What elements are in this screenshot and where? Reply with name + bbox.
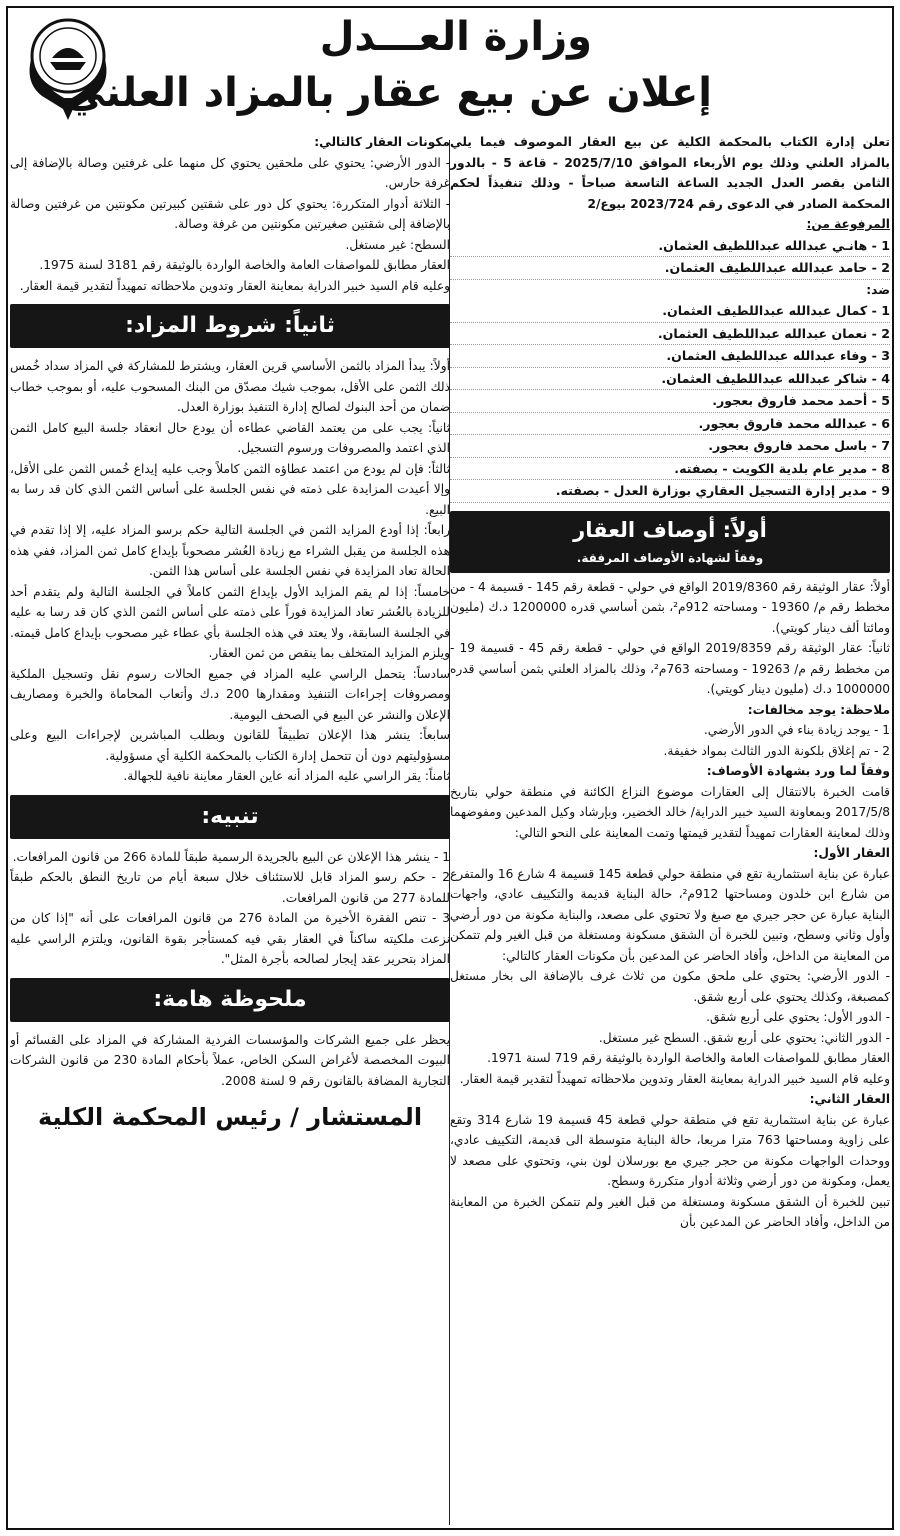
list-item: 6 - عبدالله محمد فاروق بعجور. (450, 413, 890, 436)
list-item: - الدور الثاني: يحتوي على أربع شقق. السطح غير مستغل. (598, 1030, 890, 1045)
announcement-title: إعلان عن بيع عقار بالمزاد العلني (65, 70, 712, 116)
defendants-label: ضد: (866, 282, 890, 297)
list-item: 1 - هانـي عبدالله عبداللطيف العثمان. (450, 235, 890, 258)
violations-label: ملاحظة: يوجد مخالفات: (747, 702, 890, 717)
list-item: 1 - يوجد زيادة بناء في الدور الأرضي. (703, 723, 890, 737)
property1-expert: وعليه قام السيد خبير الدراية بمعاينة العقار وتدوين ملاحظاته تمهيداً لتقدير قيمة العقار. (459, 1071, 890, 1086)
property1-components (450, 966, 890, 1048)
notice-item: 3 - تنص الفقرة الأخيرة من المادة 276 من قانون المرافعات على أنه "إذا كان من نزعت ملكيته ساكناً في العقار بقي فيه كمستأجر بقوة القانون، ويلتزم الراسي عليه المزاد بتحرير عقد إيجار لصالحه بأجرة المثل". (10, 911, 450, 966)
condition-item: سادساً: يتحمل الراسي عليه المزاد في جميع الحالات رسوم نقل وتسجيل الملكية ومصروفات إجراءات التنفيذ ومقدارها 200 د.ك وأتعاب المحاماة والخبرة ومصاريف الإعلان والنشر عن البيع في الصحف اليومية. (10, 666, 450, 722)
ministry-title: وزارة العـــدل (319, 14, 592, 60)
defendants-list (450, 300, 890, 503)
condition-item: خامساً: إذا لم يقم المزايد الأول بإيداع الثمن كاملاً في الجلسة التالية ولم يتقدم أحد للزيادة بالعُشر تعاد المزايدة فوراً على ذمته على أساس الثمن الذي كان قد رسا به عليه في الجلسة السابقة، ولا يعتد في هذه الجلسة بأي عطاء غير مصحوب بإيداع كامل قيمته. ويلزم المزايد المتخلف بما ينقص من ثمن العقار. (10, 584, 450, 660)
important-text: يحظر على جميع الشركات والمؤسسات الفردية المشاركة في المزاد على القسائم أو البيوت المخصصة لأغراض السكن الخاص، عملاً بأحكام المادة 230 من قانون الشركات التجارية المضافة بالقانون رقم 9 لسنة 2008. (10, 1032, 450, 1088)
components-item: السطح: غير مستغل. (345, 237, 450, 252)
list-item: 3 - وفاء عبدالله عبداللطيف العثمان. (450, 345, 890, 368)
important-banner (10, 978, 450, 1022)
list-item: 5 - أحمد محمد فاروق بعجور. (450, 390, 890, 413)
right-column (450, 132, 890, 1526)
condition-item: أولاً: يبدأ المزاد بالثمن الأساسي قرين العقار، ويشترط للمشاركة في المزاد سداد خُمس ذلك الثمن على الأقل، بموجب شيك مصدّق من البنك المسحوب عليه، أو بموجب خطاب ضمان من أحد البنوك لصالح إدارة التنفيذ بوزارة العدل. (10, 359, 450, 414)
notice-item: 1 - ينشر هذا الإعلان عن البيع بالجريدة الرسمية طبقاً للمادة 266 من قانون المرافعات. (12, 849, 450, 864)
components-item: - الثلاثة أدوار المتكررة: يحتوي كل دور على شقتين كبيرتين مكونتين من غرفتين وصالة بالإضافة إلى شقتين صغيرتين مكونتين من غرفة وصالة. (10, 196, 450, 231)
intro-paragraph: تعلن إدارة الكتاب بالمحكمة الكلية عن بيع العقار الموصوف فيما يلي بالمزاد العلني وذلك يوم الأربعاء الموافق 2025/7/10 - قاعة 5 - بالدور الثامن بقصر العدل الجديد الساعة التاسعة صباحاً - وذلك تنفيذاً لحكم المحكمة الصادر في الدعوى رقم 2023/724 بيوع/2 (450, 135, 890, 211)
property1-label: العقار الأول: (813, 846, 890, 860)
property1-text: عبارة عن بناية استثمارية تقع في منطقة حولي قطعة 145 قسيمة 4 شارع 16 والمتفرع من شارع ابن خلدون ومساحتها 912م²، حالة البناية قديمة والتكييف عادي، واجهات البناية عبارة عن حجر جيري مع صبغ ولا تحتوي على مصعد، والبناية مكونة من دور أرضي وأول وثاني وسطح، وتبين للخبرة أن الشقق مسكونة ومستغلة من قبل الغير ولم تتمكن من المعاينة من الداخل، وأفاد الحاضر عن المدعين بأن مكونات العقار كالتالي: (450, 866, 890, 963)
list-item: 7 - باسل محمد فاروق بعجور. (450, 435, 890, 458)
property-desc-first: أولاً: عقار الوثيقة رقم 2019/8360 الواقع في حولي - قطعة رقم 145 - قسيمة 4 - من مخطط رقم م/ 19360 - ومساحته 912م²، بثمن أساسي قدره 1200000 د.ك (مليون ومائتا ألف دينار كويتي). (450, 579, 890, 635)
list-item: - الدور الأول: يحتوي على أربع شقق. (706, 1010, 890, 1024)
list-item: 2 - حامد عبدالله عبداللطيف العثمان. (450, 257, 890, 280)
header (8, 8, 892, 126)
section2-title: ثانياً: شروط المزاد: (125, 313, 335, 338)
plaintiffs-label: المرفوعة من: (806, 217, 890, 231)
components-item: وعليه قام السيد خبير الدراية بمعاينة العقار وتدوين ملاحظاته تمهيداً لتقدير قيمة العقار. (19, 278, 450, 293)
list-item: 9 - مدير إدارة التسجيل العقاري بوزارة العدل - بصفته. (450, 480, 890, 503)
condition-item: رابعاً: إذا أودع المزايد الثمن في الجلسة التالية حكم برسو المزاد عليه، إلا إذا تقدم في هذه الجلسة من يقبل الشراء مع زيادة العُشر مصحوباً بإيداع كامل ثمن المزاد، ففي هذه الحالة تعاد المزايدة في نفس الجلسة على أساس هذا الثمن. (10, 523, 450, 578)
components-item: العقار مطابق للمواصفات العامة والخاصة الواردة بالوثيقة رقم 3181 لسنة 1975. (39, 258, 450, 272)
notice-title: تنبيه: (201, 803, 259, 829)
condition-item: سابعاً: ينشر هذا الإعلان تطبيقاً للقانون وبطلب المباشرين لإجراءات البيع وعلى مسؤوليتهم دون أن تتحمل إدارة الكتاب بالمحكمة الكلية أي مسؤولية. (10, 728, 450, 763)
list-item: 8 - مدير عام بلدية الكويت - بصفته. (450, 458, 890, 481)
property2-label: العقار الثاني: (809, 1092, 890, 1106)
important-title: ملحوظة هامة: (153, 986, 307, 1012)
section1-subtitle: وفقاً لشهادة الأوصاف المرفقة. (576, 550, 764, 565)
list-item: 4 - شاكر عبدالله عبداللطيف العثمان. (450, 368, 890, 391)
violations-list (450, 720, 890, 761)
notice-banner (10, 795, 450, 839)
condition-item: ثانياً: يجب على من يعتمد القاضي عطاءه أن يودع حال انعقاد جلسة البيع كامل الثمن الذي اعتمد والمصروفات ورسوم التسجيل. (10, 420, 450, 455)
left-column (10, 132, 450, 1526)
condition-item: ثالثاً: فإن لم يودع من اعتمد عطاؤه الثمن كاملاً وجب عليه إيداع خُمس الثمن على الأقل، وإلا أعيدت المزايدة على ذمته في نفس الجلسة على أساس الثمن الذي كان قد رسا به البيع. (10, 461, 450, 517)
section1-banner (450, 511, 890, 573)
signature: المستشار / رئيس المحكمة الكلية (37, 1103, 423, 1131)
list-item: - الدور الأرضي: يحتوي على ملحق مكون من ثلاث غرف بالإضافة الى بخار مستغل كمصبغة، وكذلك يحتوي على أربع شقق. (450, 969, 890, 1004)
certificate-label: وفقاً لما ورد بشهادة الأوصاف: (706, 764, 890, 778)
section1-title: أولاً: أوصاف العقار (573, 517, 767, 542)
plaintiffs-list (450, 235, 890, 280)
property2-more: تبين للخبرة أن الشقق مسكونة ومستغلة من قبل الغير ولم تتمكن الخبرة من المعاينة من الداخل، وأفاد الحاضر عن المدعين بأن (450, 1194, 890, 1229)
notice-item: 2 - حكم رسو المزاد قابل للاستئناف خلال سبعة أيام من تاريخ النطق بالحكم طبقاً للمادة 277 من قانون المرافعات. (10, 870, 450, 905)
property-desc-second: ثانياً: عقار الوثيقة رقم 2019/8359 الواقع في حولي - قطعة رقم 45 - قسيمة 19 - من مخطط رقم م/ 19263 - ومساحته 763م²، وذلك بالمزاد العلني بثمن أساسي قدره 1000000 د.ك (مليون دينار كويتي). (450, 641, 890, 696)
section2-banner (10, 304, 450, 348)
components-item: - الدور الأرضي: يحتوي على ملحقين يحتوي كل منهما على غرفتين وصالة بالإضافة إلى غرفة حارس. (10, 155, 450, 190)
certificate-text: قامت الخبرة بالانتقال إلى العقارات موضوع النزاع الكائنة في منطقة حولي بتاريخ 2017/5/8 وبمعاونة السيد خبير الدراية/ خالد الخضير، وبإرشاد وكيل المدعين ومفوضهما وذلك لمعاينة العقارات تمهيداً لتقدير قيمتها وتمت المعاينة على النحو التالي: (450, 784, 890, 840)
property2-text: عبارة عن بناية استثمارية تقع في منطقة حولي قطعة 45 قسيمة 19 شارع 314 وتقع على زاوية ومساحتها 763 مترا مربعا، حالة البناية متوسطة الى قديمة، التكييف عادي، ووحدات الواجهات مكونة من حجر جيري مع بورسلان لون بني، وتحتوي على مصعد لا يعمل، ومكونة من دور أرضي وثلاثة أدوار متكررة وسطح. (450, 1112, 890, 1188)
components-label: مكونات العقار كالتالي: (314, 135, 450, 149)
list-item: 2 - تم إغلاق بلكونة الدور الثالث بمواد خفيفة. (663, 743, 890, 758)
list-item: 1 - كمال عبدالله عبداللطيف العثمان. (450, 300, 890, 323)
condition-item: ثامناً: يقر الراسي عليه المزاد أنه عاين العقار معاينة نافية للجهالة. (123, 769, 450, 783)
list-item: 2 - نعمان عبدالله عبداللطيف العثمان. (450, 323, 890, 346)
property1-conformity: العقار مطابق للمواصفات العامة والخاصة الواردة بالوثيقة رقم 719 لسنة 1971. (487, 1051, 890, 1065)
